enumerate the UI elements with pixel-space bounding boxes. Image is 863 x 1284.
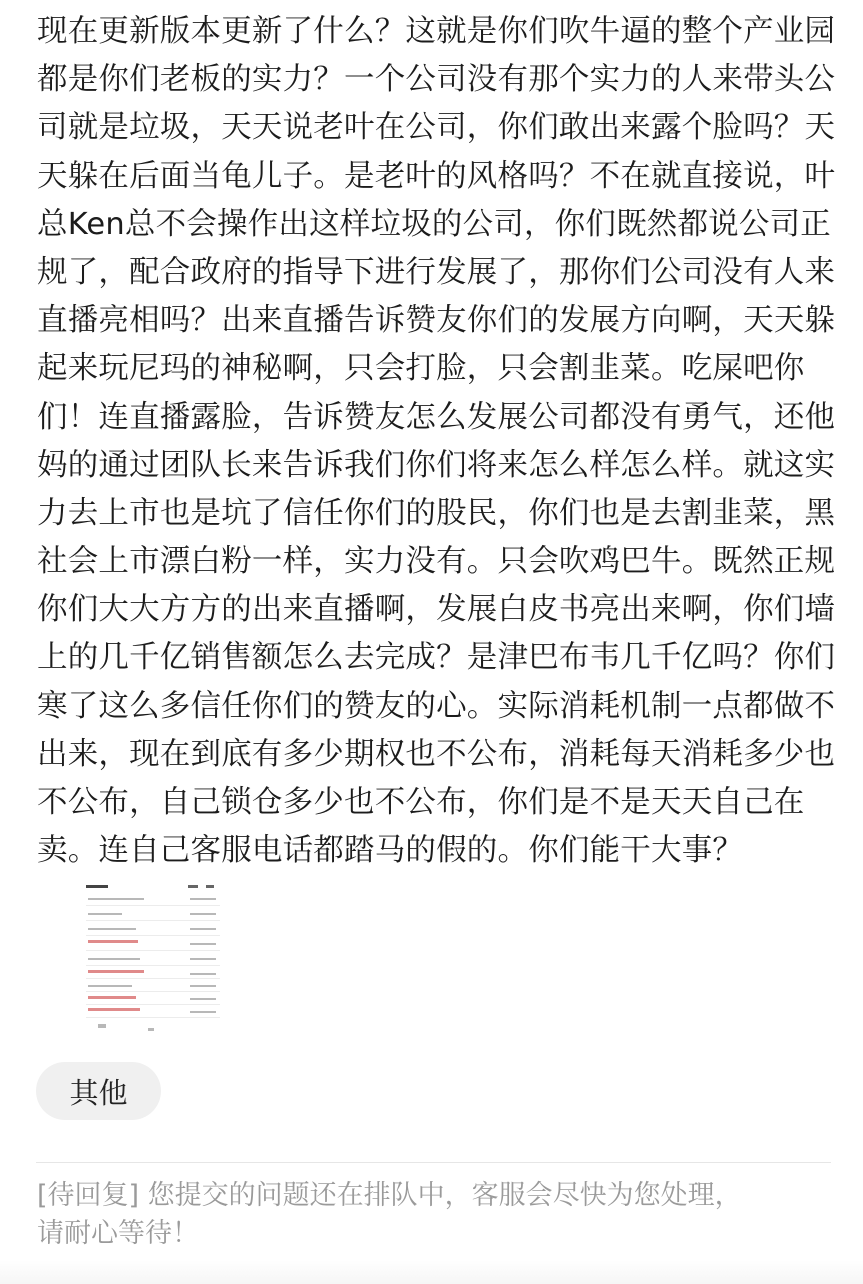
message-line: 现在更新版本更新了什么？这就是你们吹牛逼的整个产业园 (37, 14, 836, 49)
message-line: 都是你们老板的实力？一个公司没有那个实力的人来带头公 (37, 62, 836, 98)
status-line: [待回复] 您提交的问题还在排队中，客服会尽快为您处理， (37, 1180, 742, 1211)
message-line: 卖。连自己客服电话都踏马的假的。你们能干大事？ (37, 833, 744, 869)
message-line: 出来，现在到底有多少期权也不公布，消耗每天消耗多少也 (37, 736, 836, 772)
divider (36, 1162, 831, 1163)
message-line: 妈的通过团队长来告诉我们你们将来怎么样怎么样。就这实 (37, 447, 836, 483)
message-line: 起来玩尼玛的神秘啊，只会打脸，只会割韭菜。吃屎吧你 (37, 351, 805, 387)
screenshot-thumbnail-image (68, 878, 236, 1040)
message-line: 上的几千亿销售额怎么去完成？是津巴布韦几千亿吗？你们 (37, 640, 836, 676)
message-line: 社会上市漂白粉一样，实力没有。只会吹鸡巴牛。既然正规 (37, 544, 836, 580)
message-line: 直播亮相吗？出来直播告诉赞友你们的发展方向啊，天天躲 (37, 303, 836, 339)
category-tag: 其他 (36, 1062, 161, 1120)
message-line: 不公布，自己锁仓多少也不公布，你们是不是天天自己在 (37, 785, 805, 820)
status-line: 请耐心等待！ (37, 1218, 199, 1249)
attachment-thumbnail[interactable] (68, 878, 236, 1040)
message-body (37, 8, 837, 875)
message-line: 司就是垃圾，天天说老叶在公司，你们敢出来露个脸吗？天 (37, 110, 836, 146)
message-line: 力去上市也是坑了信任你们的股民，你们也是去割韭菜，黑 (37, 495, 836, 531)
message-line: 规了，配合政府的指导下进行发展了，那你们公司没有人来 (37, 254, 836, 290)
message-line: 寒了这么多信任你们的赞友的心。实际消耗机制一点都做不 (37, 688, 836, 724)
message-line: 总Ken总不会操作出这样垃圾的公司，你们既然都说公司正 (37, 206, 831, 242)
ticket-status (37, 1177, 837, 1253)
bottom-edge (0, 1260, 863, 1284)
message-line: 你们大大方方的出来直播啊，发展白皮书亮出来啊，你们墙 (37, 592, 836, 628)
message-line: 们！连直播露脸，告诉赞友怎么发展公司都没有勇气，还他 (37, 399, 836, 435)
message-line: 天躲在后面当龟儿子。是老叶的风格吗？不在就直接说，叶 (37, 158, 836, 194)
